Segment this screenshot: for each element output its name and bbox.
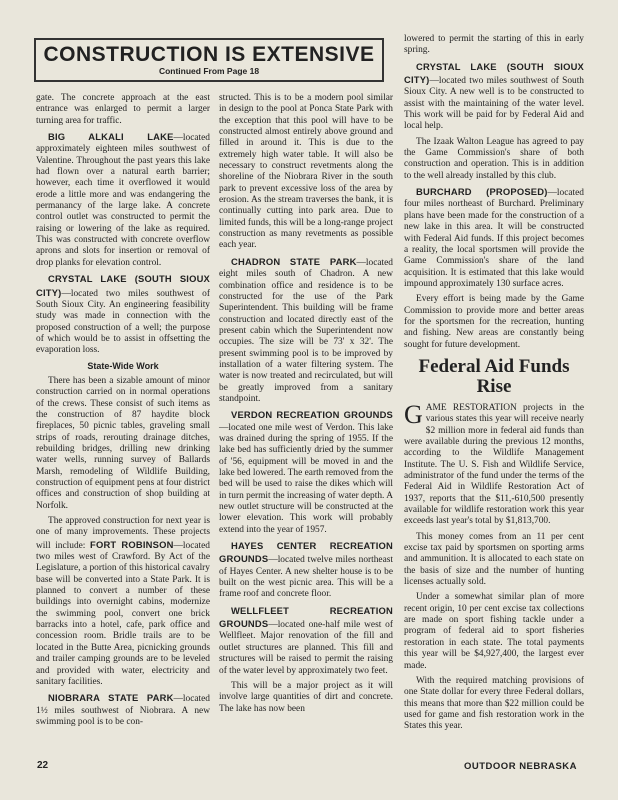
col3-continuation: lowered to permit the starting of this in early spring. — [404, 34, 584, 56]
burchard-text: —located four miles northeast of Burchard. Preliminary plans have been made for the construction of a new lake in this area. It will be constructed with Federal Aid funds. If this project becomes a reality, the local sportsmen will provide the Game Commission's share of the land acquisition. It is estimated that this lake would impound approximately 130 surface acres. — [404, 188, 584, 289]
headline-subtitle: Continued From Page 18 — [158, 66, 260, 76]
column-1 — [36, 93, 210, 732]
chadron-heading: CHADRON STATE PARK — [231, 255, 357, 267]
crystal-lake-2-text: —located two miles southwest of South Sioux City. A new well is to be constructed to assist with the maintaining of the water level. This work will be paid for by Federal Aid and local help. — [404, 76, 584, 132]
federal-aid-heading: Federal Aid Funds Rise — [418, 355, 570, 397]
crystal-lake-text: —located two miles southwest of South Sioux City. An engineering feasibility study was made in connection with the proposed construction of a well; the purpose of which would be to assist in offsetting the evaporation loss. — [36, 288, 210, 356]
statewide-subheading: State-Wide Work — [87, 360, 159, 371]
col2-last-paragraph: This will be a major project as it will involve large quantities of dirt and concrete. The lake has now been — [219, 680, 393, 714]
verdon-text: —located one mile west of Verdon. This lake was drained during the spring of 1955. If the lake bed has sufficiently dried by the summer of '56, equipment will be moved in and the lake bed lowered. The earth removed from the bed will be used to raise the dikes which will in turn permit the increasing of water depth. A new outlet structure will be constructed at the lower elevation. This work will probably extend into the year of 1957. — [219, 422, 393, 535]
big-alkali-heading: BIG ALKALI LAKE — [48, 131, 174, 143]
hayes-center-heading: HAYES CENTER RECREATION GROUNDS — [219, 540, 393, 565]
drop-cap-letter: G — [404, 399, 423, 429]
verdon-heading: VERDON RECREATION GROUNDS — [231, 409, 393, 421]
column-3 — [404, 34, 584, 737]
approved-text: The approved construction for next year is one of many improvements. These projects will include: — [36, 516, 210, 551]
page-number: 22 — [37, 760, 49, 771]
fort-robinson-text: —located two miles west of Crawford. By Act of the Legislature, a portion of this historical cavalry base will be converted into a State Park. It is planned to convert a number of these buildings into overnight cabins, modernize the swimming pool, convert one brick barracks into a hotel, cafe, park office and concession room. Bridle trails are to be located in the Butte Area, picnicking grounds and trailer camping grounds are to be leveled and provided with water, electricity and sanitary facilities. — [36, 540, 210, 687]
wellfleet-text: —located one-half mile west of Wellfleet. Major renovation of the fill and outlet structures are planned. This fill and structures will be raised to permit the raising of the water level by approximately two feet. — [219, 620, 393, 676]
niobrara-heading: NIOBRARA STATE PARK — [48, 692, 174, 704]
niobrara-text: —located 1½ miles southwest of Niobrara. A new swimming pool is to be con- — [36, 694, 210, 727]
federal-aid-para-4: With the required matching provisions of one State dollar for every three Federal dollars, this means that more than $22 million could be used for game and fish restoration work in the States this year. — [404, 675, 584, 732]
crystal-lake-heading: CRYSTAL LAKE (SOUTH SIOUX CITY) — [36, 273, 210, 298]
hayes-center-text: —located twelve miles northeast of Hayes Center. A new shelter house is to be built on the west picnic area. This will be a frame roof and concrete floor. — [219, 555, 393, 600]
col1-intro: gate. The concrete approach at the east entrance was enlarged to permit a larger turning area for traffic. — [36, 93, 210, 126]
fort-robinson-heading: FORT ROBINSON — [90, 538, 174, 550]
publication-name: OUTDOOR NEBRASKA — [464, 761, 578, 772]
headline-box — [34, 38, 384, 82]
wellfleet-heading: WELLFLEET RECREATION GROUNDS — [219, 604, 393, 630]
every-effort-text: Every effort is being made by the Game Commission to provide more and better areas for the sportsmen for the recreation, hunting and fishing. New areas are constantly being sought for future development. — [404, 294, 584, 350]
federal-aid-para-3: Under a somewhat similar plan of more recent origin, 10 per cent excise tax collections are made on sport fishing tackle under a program of federal aid to sport fisheries restoration in each state. The total payments this year will be $4,927,400, the largest ever made. — [404, 592, 584, 671]
chadron-text: —located eight miles south of Chadron. A new combination office and residence is to be constructed for the use of the Park Superintendent. This building will be frame construction and located directly east of the present cabin which the Superintendent now occupies. The size will be 73' x 32'. The present swimming pool is to be improved by installation of a water filtering system. The water is now treated and recirculated, but will be greatly improved from a sanitary standpoint. — [219, 257, 393, 404]
burchard-heading: BURCHARD (PROPOSED) — [416, 186, 548, 198]
column-2 — [219, 93, 393, 719]
federal-aid-para-1: AME RESTORATION projects in the various states this year will receive nearly $2 million more in federal aid funds than were available during the previous 12 months, according to the Wildlife Management Institute. The U. S. Fish and Wildlife Service, administrator of the fund under the terms of the Federal Aid in Wildlife Restoration Act of 1937, reports that the $11,-610,500 presently available for wildlife restoration work this year exceeds last year's total by $1,813,700. — [404, 402, 584, 527]
crystal-lake-2-heading: CRYSTAL LAKE (SOUTH SIOUX CITY) — [404, 60, 584, 86]
izaak-walton-text: The Izaak Walton League has agreed to pay the Game Commission's share of both construction and operation. This is in addition to the well already installed by this club. — [404, 136, 584, 181]
big-alkali-text: —located approximately eighteen miles southwest of Valentine. Throughout the past years this lake had flown over a natural earth barrier; however, each time it overflowed it would erode a little more and was endangering the permanancy of the large lake. A concrete control outlet was constructed to permit the raising or lowering of the lake as required. This was constructed with concrete overflow aprons and slots for insertion or removal of drop planks for elevation control. — [36, 133, 210, 268]
statewide-text: There has been a sizable amount of minor construction carried on in normal operations of the crews. These consist of such items as the construction of 87 haydite block fireplaces, 50 picnic tables, graveling small strips of roads, rerouting drainage ditches, rebuilding bridges, drilling new drinking water wells, running survey of Ballards Marsh, remodeling of Wildlife Building, construction of equipment pens at four district offices and construction of shop building at Norfolk. — [36, 375, 210, 511]
federal-aid-para-2: This money comes from an 11 per cent excise tax paid by sportsmen on sporting arms and ammunition. It is allocated to each state on the basis of size and the number of hunting licenses actually sold. — [404, 531, 584, 588]
headline-title: CONSTRUCTION IS EXTENSIVE — [43, 43, 375, 66]
col2-continuation: structed. This is to be a modern pool similar in design to the pool at Ponca State Park with the exception that this pool will have to be constructed almost entirely above ground and filled in around it. This is due to the extremely high water table. It will also be necessary to construct revetments along the shoreline of the Niobrara River in the south park to prevent excessive loss of the area by erosion. As the stream traverses the bank, it is continually cutting into park area. Due to limited funds, this will be a long-range project construction as many revetments as possible each year. — [219, 93, 393, 251]
